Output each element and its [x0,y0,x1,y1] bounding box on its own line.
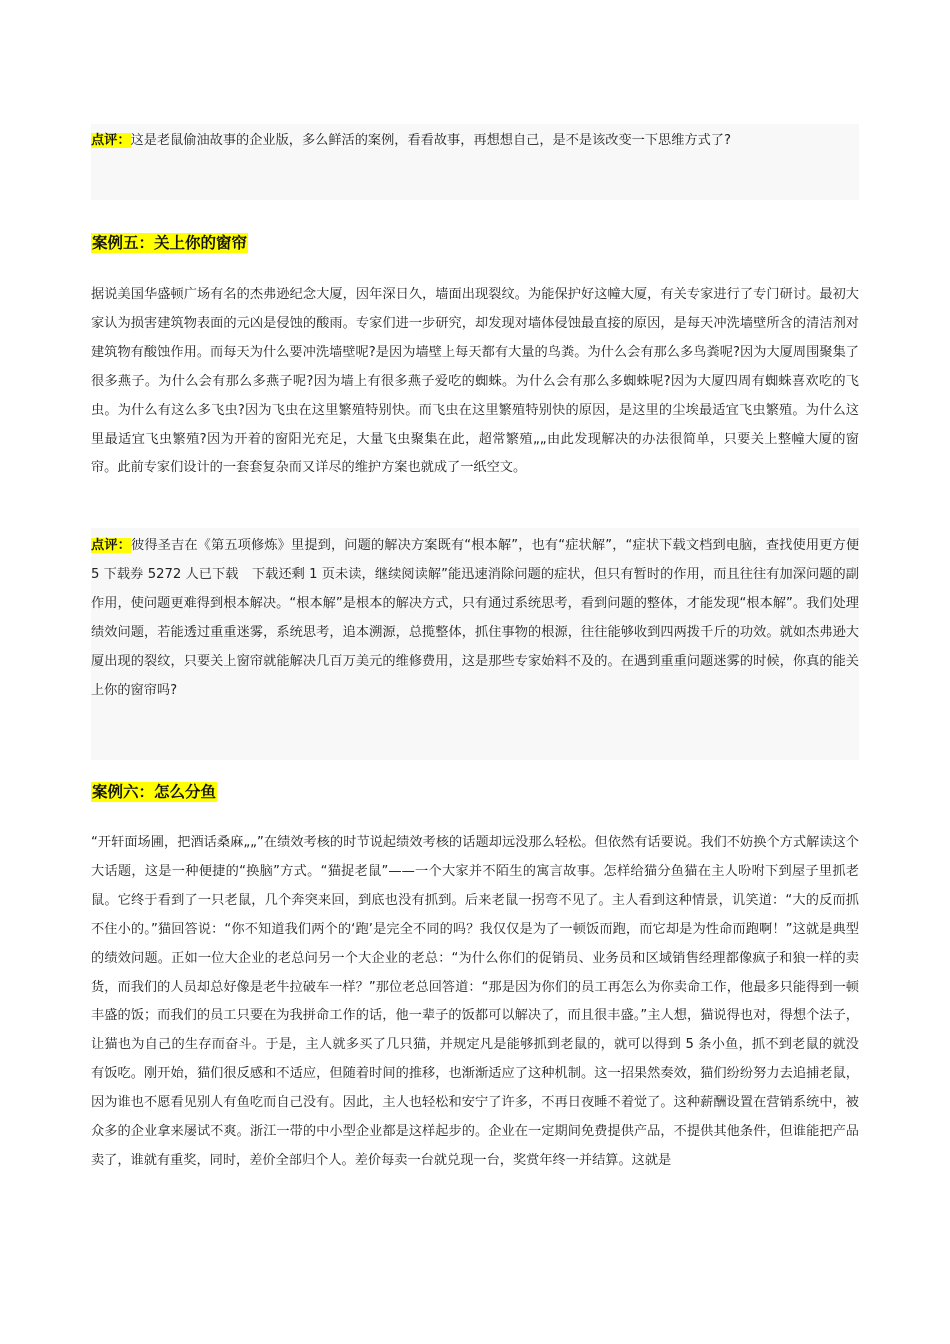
case5-title: 案例五：关上你的窗帘 [92,234,248,252]
case6-body: “开轩面场圃，把酒话桑麻„„”在绩效考核的时节说起绩效考核的话题却远没那么轻松。但依然有话要说。我们不妨换个方式解读这个大话题，这是一种便捷的“换脑”方式。“猫捉老鼠”——一个大家并不陌生的寓言故事。怎样给猫分鱼猫在主人吩咐下到屋子里抓老鼠。它终于看到了一只老鼠，几个奔突来回，到底也没有抓到。后来老鼠一拐弯不见了。主人看到这种情景，讥笑道：“大的反而抓不住小的。”猫回答说：“你不知道我们两个的‘跑’是完全不同的吗？我仅仅是为了一顿饭而跑，而它却是为性命而跑啊！”这就是典型的绩效问题。正如一位大企业的老总问另一个大企业的老总：“为什么你们的促销员、业务员和区域销售经理都像疯子和狼一样的卖货，而我们的人员却总好像是老牛拉破车一样？”那位老总回答道：“那是因为你们的员工再怎么为你卖命工作，他最多只能得到一顿丰盛的饭；而我们的员工只要在为我拼命工作的话，他一辈子的饭都可以解决了，而且很丰盛。”主人想，猫说得也对，得想个法子，让猫也为自己的生存而奋斗。于是，主人就多买了几只猫，并规定凡是能够抓到老鼠的，就可以得到 5 条小鱼，抓不到老鼠的就没有饭吃。刚开始，猫们很反感和不适应，但随着时间的推移，也渐渐适应了这种机制。这一招果然奏效，猫们纷纷努力去追捕老鼠，因为谁也不愿看见别人有鱼吃而自己没有。因此，主人也轻松和安宁了许多，不再日夜睡不着觉了。这种薪酬设置在营销系统中，被众多的企业拿来屡试不爽。浙江一带的中小型企业都是这样起步的。企业在一定期间免费提供产品，不提供其他条件，但谁能把产品卖了，谁就有重奖，同时，差价全部归个人。差价每卖一台就兑现一台，奖赏年终一并结算。这就是 [91,835,859,1168]
comment-text: 彼得圣吉在《第五项修炼》里提到，问题的解决方案既有“根本解”，也有“症状解”，“症状下载文档到电脑，查找使用更方便 5 下载券 5272 人已下载 下载还剩 1 页未读，继续阅读解”能迅速消除问题的症状，但只有暂时的作用，而且往往有加深问题的副作用，使问题更难得到根本解决。“根本解”是根本的解决方式，只有通过系统思考，看到问题的整体，才能发现“根本解”。我们处理绩效问题，若能透过重重迷雾，系统思考，追本溯源，总揽整体，抓住事物的根源，往往能够收到四两拨千斤的功效。就如杰弗逊大厦出现的裂纹，只要关上窗帘就能解决几百万美元的维修费用，这是那些专家始料不及的。在遇到重重问题迷雾的时候，你真的能关上你的窗帘吗? [91,538,860,698]
comment-paragraph-1 [91,127,859,156]
case6-heading [91,781,217,803]
comment-paragraph-2 [91,532,859,705]
comment-label: 点评： [91,538,131,553]
comment-text: 这是老鼠偷油故事的企业版，多么鲜活的案例，看看故事，再想想自己，是不是该改变一下思维方式了? [130,133,731,148]
case6-title: 案例六：怎么分鱼 [92,783,217,801]
case5-body: 据说美国华盛顿广场有名的杰弗逊纪念大厦，因年深日久，墙面出现裂纹。为能保护好这幢大厦，有关专家进行了专门研讨。最初大家认为损害建筑物表面的元凶是侵蚀的酸雨。专家们进一步研究，却发现对墙体侵蚀最直接的原因，是每天冲洗墙壁所含的清洁剂对建筑物有酸蚀作用。而每天为什么要冲洗墙壁呢?是因为墙壁上每天都有大量的鸟粪。为什么会有那么多鸟粪呢?因为大厦周围聚集了很多燕子。为什么会有那么多燕子呢?因为墙上有很多燕子爱吃的蜘蛛。为什么会有那么多蜘蛛呢?因为大厦四周有蜘蛛喜欢吃的飞虫。为什么有这么多飞虫?因为飞虫在这里繁殖特别快。而飞虫在这里繁殖特别快的原因，是这里的尘埃最适宜飞虫繁殖。为什么这里最适宜飞虫繁殖?因为开着的窗阳光充足，大量飞虫聚集在此，超常繁殖„„由此发现解决的办法很简单，只要关上整幢大厦的窗帘。此前专家们设计的一套套复杂而又详尽的维护方案也就成了一纸空文。 [91,287,859,476]
case5-heading [91,232,248,254]
comment-label: 点评： [91,133,131,148]
background-band-3 [91,700,859,760]
